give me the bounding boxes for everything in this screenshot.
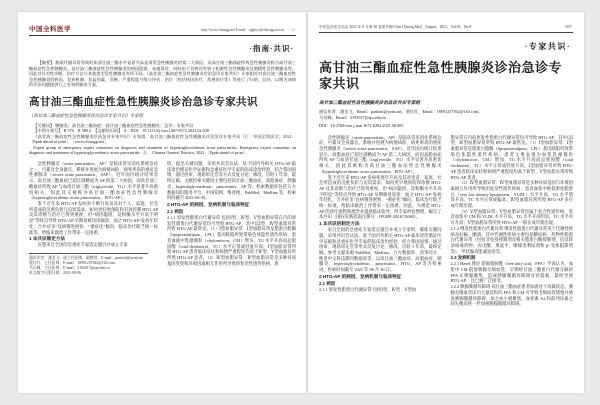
subsection-heading: 2.1 病因 xyxy=(167,208,184,214)
footnote-line: 本文数字出版日期：2021-08-06 xyxy=(29,270,81,275)
subsection-heading: 2.2 发病机制 xyxy=(450,255,476,261)
body-paragraph: 来自全国的急重症专家选定题目并成立专家组，凝炼关键问题，采用共识会议法，基于国内外相关 HTG-AP 临床诊治循证医学证据和急重症医学专家的临床诊治经验，结合我国国情，通过函审、现场审定会等形式反复讨论、修改，历时 1 年余，最终定稿。参考文献来源 PubMed、Medline、万方数据库、清华同方、维普中文科技期刊数据库等，以高甘油三酯血症、高脂血症、胰腺炎、hypertriglyceridemic、pancreatitis、HTG、AP 等为检索词，检索时间截至 2021 年 06 月 30 日。 xyxy=(319,227,442,273)
right-page-body xyxy=(319,135,573,307)
article-title: 高甘油三酯血症性急性胰腺炎诊治急诊专家共识 xyxy=(29,95,258,108)
article-title: 高甘油三酯血症性急性胰腺炎诊治急诊专家共识 xyxy=(319,60,563,91)
left-page-body xyxy=(29,161,296,276)
body-paragraph: 组，提出关键问题、采用共识会议法，基于国内外相关 HTG-AP 临床诊治循证医学证据和急重症医学专家的临床诊治经验，结合我国国情，通过函审、现场审定会等方式反复讨论、修改，历时 1 年余，最终定稿。文献检索关键词主要包括高甘油三酯血症、高脂血症、胰腺炎、hypertriglyceridemic、pancreatitis、AP 等，检索数据库包括万方数据知识服务平台、中国知网、维普网、PubMed、Medline 等，检索时间截至 2021-06-30。 xyxy=(167,161,296,201)
page-number: ·937· xyxy=(564,24,573,29)
body-paragraph: 鉴于近年来 HTG-AP 发病率不断升高及其对个人、家庭、社会所造成的沉重负担与迫切需求，如何更好地预防和有效控制 HTG-AP 及其诊断与治疗已得到重视，但“病因隐匿、淀粉酶水平升高不明显”等特点导致 HTG-AP 早期易被误诊漏诊，加之 HTG-AP“发病年轻化、合并症多”及病情进展快、“重症化”倾向，临床治疗缺乏统一标准等，给临床救治工作带来一定困难。 xyxy=(29,200,158,235)
body-paragraph: 鉴于近年来 HTG-AP 发病率逐年升高及其对患者、家庭、社会所造成的沉重负担与迫切需求，如何更早地预防和诊断 HTG-AP 及其诊断与治疗已得到重视，但“病因隐匿、淀粉酶水平升高不明显”等特点导致 HTG-AP 早期极易误诊，加之 HTG-AP“发病年轻化、合并症多”且病情进展快、“重症化”倾向，临床治疗缺乏统一标准，给临床救治工作带来一定困难。因此，为规范 HTG-AP 的诊疗流程和理念并提供临床指导，经专家经验整理，编写了本共识（国际实践指南注册号：IPGRP-2021CN080）。 xyxy=(319,174,442,220)
right-page-column-1 xyxy=(319,135,442,307)
classification-line: 【中图分类号】 R 576 R 589.2 【文献标识码】 A DOI：10.12114/j.issn.1007-9572.2021.02.028 xyxy=(33,128,209,134)
body-paragraph: 2.2.2 胰腺微循环障碍 高甘油三酯血症患者血液处于高凝状态，胰腺毛细血管床内大量沉积的 FFA 和 CM 可导致毛细血管堵塞并诱发胰腺微循环障碍，加之血小板聚集，血栓素 A2 和前列环素之间失衡而进一步加重胰腺微循环障碍。 xyxy=(450,284,573,307)
body-paragraph: 2.1.1 原发性脂蛋白代谢异常 包括Ⅰ型、Ⅳ型、Ⅴ型血 xyxy=(319,286,417,292)
journal-logo: 中国全科医学 xyxy=(29,26,71,33)
citation-en: Expert group of emergency expert consensus on diagnosis and treatment of hypertriglyceridemic acute pancreatitis. Emergency expert consensus on diagnosis and treatment of hypertriglyceridemic acute pancreatitis［J］. Chinese General Practice, 2021.［Epub ahead of print］. xyxy=(29,144,296,156)
citation-cn: 《高甘油三酯血症性急性胰腺炎诊治急诊专家共识》专家组．高甘油三酯血症性急性胰腺炎诊治急诊专家共识［J］．中国全科医学，2021．［Epub ahead of print］．［www.chinagp.net］ xyxy=(29,133,296,145)
correspondence-line: 通信作者：潘龙飞，Email：panlonf@yeah.net；裴红红，Email：18991237562@163.com； xyxy=(319,109,483,114)
page-number: · 1 · xyxy=(290,28,296,32)
left-page-header xyxy=(29,24,296,36)
footnote-line: 裴红红，主任医师；E-mail：18991237562@163.com xyxy=(29,260,115,265)
left-page-column-1 xyxy=(29,161,158,276)
author-group: 高甘油三酯血症性急性胰腺炎诊治急诊共识专家组 xyxy=(319,100,421,105)
body-paragraph: 2.2.1 Havel 理论 游离脂肪酸（free fatty acid，FFA）学说认为，血浆中 CM 阻塞胰腺毛细血管，早期经甘油三酯蛋白代谢分解的 FFA 在胰腺聚集，造成胰腺微循环障碍及钙超载，最终导致 HTG-AP，且已被广泛接受。 xyxy=(450,261,573,284)
doi-line: DOI：10.3760/cma.j.issn.1671-0282.2021.08.005 xyxy=(319,122,404,128)
section-heading: 1 本共识的制定方法 xyxy=(319,221,360,227)
footnote-block xyxy=(29,253,148,276)
right-page-column-2 xyxy=(451,135,574,307)
section-heading: 2 HTG-AP 的病因、发病机制与临床特征 xyxy=(319,273,402,279)
body-paragraph: 应邀来自全国的急重症专家选定题目并成立专家 xyxy=(37,242,128,248)
subsection-heading: 2.1 病因 xyxy=(319,280,336,286)
left-page-column-2 xyxy=(167,161,296,276)
body-paragraph: 急性胰腺炎（acute pancreatitis，AP）是临床常见消化系统急症，可累及全身器官、系统并进展为病情凶险、病死率高的重症急性胰腺炎（severe acute pancreatitis，SAP）。近年国内统计结果显示，高脂血症已超过酒精成为 AP 第二大病因，而因高脂血症所致 AP 与血清甘油三酯（triglyceride，TG）水平显著升高密切相关，因此其被称为高甘油三酯血症性急性胰腺炎（hypertriglyceridemic acute pancreatitis，HTG-AP）。 xyxy=(319,134,442,174)
section-heading: 1 本共识制定方法 xyxy=(29,236,65,242)
journal-info: 中华急诊医学杂志 2021 年 8 月第 30 卷第 8 期 Chin J Emerg Med，August，2021，Vol.30，No.8 xyxy=(319,25,472,29)
footnote-line: 马岳峰，主任医师；E-mail：2193017@zju.edu.cn xyxy=(29,265,110,270)
keywords-line: 【关键词】 胰腺炎；高甘油三酯血症；高甘油三酯血症性急性胰腺炎；急诊；专家共识 xyxy=(33,122,194,128)
body-paragraph: 脂异常在内的原发性脂蛋白代谢异常均可导致 HTG-AP，其中以Ⅰ型、Ⅳ型血脂异常所致 HTG-AP 最常见。（1）Ⅰ型血脂异常：Ⅰ型血脂异常是脂蛋白脂酶（lipoproteinlipase，LPL）基因缺陷所致常染色体隐性遗传疾病，患者主要表现为血浆乳糜微粒（chylomicron，CM）增加，TG 水平升高而总胆固醇（total cholesterol，TC）水平正常或轻度升高，Ⅰ型血脂异常所致 HTG-AP 患者临床症状和病情严重程度均高于Ⅳ型、Ⅴ型血脂异常所致 HTG-AP 患者。 xyxy=(450,134,573,180)
footnote-line: 通讯作者：潘龙飞，副主任医师，副教授；E-mail：panlonf@yeah.net xyxy=(29,255,144,260)
column-type-label: ·指南·共识· xyxy=(249,44,294,53)
body-paragraph: （2）Ⅳ型血脂异常：Ⅳ型血脂异常是多种异质基因与环境因素相互作用所导致的复杂性遗传疾病，患者血浆中极低密度脂蛋白（very low density lipoprotein，VLDL）水平升高、TG 水平明显升高、TC 水平正常或偏高；Ⅳ型血脂异常所致 HTG-AP 多在成年期出现。 xyxy=(450,180,573,209)
right-page-header xyxy=(319,24,573,33)
section-heading: 2 HTG-AP 的病因、发病机制与临床特征 xyxy=(167,201,250,207)
body-paragraph: （3）Ⅴ型血脂异常：Ⅴ型血脂异常也属于复合性遗传病，患者血浆中 CM 和 VLDL 水平升高，TG 水平升高明显，TC 水平亦可升高；Ⅴ型血脂异常所致 HTG-AP 一般在成年期出现。 xyxy=(450,208,573,226)
correspondence-line: 马岳峰，Email：2193017@zju.edu.cn xyxy=(319,114,386,120)
column-type-label: ·专家共识· xyxy=(524,42,571,51)
body-paragraph: 急性胰腺炎（acute pancreatitis，AP）是临床常见消化系统急症之一，可累及全身器官、系统并进展为病情凶险、病死率高的重症急性胰腺炎（severe acute pancreatitis，SAP）。近年国内统计结果显示，高甘油三酯血症已超过酒精成为 AP 的第二大病因，而高甘油三酯血症所致 AP 与血清甘油三酯（triglyceride，TG）水平显著升高密切相关，因此其又被称为高甘油三酯血症性急性胰腺炎（hypertriglyceridemic acute pancreatitis，HTG-AP）。 xyxy=(29,161,158,201)
author-group: 《高甘油三酯血症性急性胰腺炎诊治急诊专家共识》专家组 xyxy=(29,112,144,118)
journal-url: http://www.chinagp.net E-mail：zgqkyx@chinagp.net.cn xyxy=(201,28,284,32)
body-paragraph: 2.1.2 继发性脂蛋白代谢异常 继发性脂蛋白代谢异常见于代谢性疾病及妊娠、酗酒，其中代谢性疾病主要包括糖尿病、药物性脂蛋白代谢异常（包括非免疫抑制剂及相关脂蛋白酶抑制剂、抗反转录病毒药物、丙戊酸、奥氮平、噻嗪类利尿剂和 β- 受体阻滞剂等）、甲状腺功能减退症等。 xyxy=(450,225,573,254)
right-page xyxy=(308,12,584,393)
left-page xyxy=(18,12,306,393)
body-paragraph: 2.1.1 原发性脂蛋白代谢异常 包括Ⅰ型、Ⅳ型、Ⅴ型血脂异常在内的原发性脂蛋白代谢异常均可导致 HTG-AP，其中以Ⅰ型、Ⅳ型血脂异常所致 HTG-AP 最常见。（1）Ⅰ型血脂异常：Ⅰ型血脂异常是脂蛋白脂酶（lipoproteinlipase，LPL）基因缺陷所致常染色体隐性遗传疾病，患者血液中乳糜微粒（chylomicron，CM）增多、TG 水平升高而总胆固醇（total cholesterol，TC）水平正常或轻度升高；Ⅰ型血脂异常所致 HTG-AP 患者临床症状和病情严重程度均高于Ⅳ型、Ⅴ型血脂异常所致 HTG-AP 患者。（2）Ⅳ型血脂异常：Ⅳ型血脂异常是多种异质基因突变和环境因素相互作用所导致的复杂性遗传疾病，患 xyxy=(167,214,296,266)
abstract-text: 【摘要】 脂质代谢异常导致的血清甘油三酯水平显著升高是诱发急性胰腺炎的第二大原因，而高甘油三酯血症所致急性胰腺炎称为高甘油三酯血症性急性胰腺炎。高甘油三酯血症性急性胰腺炎的病因隐匿、易被误诊，同时由于其病因有别于胆源性急性胰腺炎及酒精性急性胰腺炎等，因此其针对性诊断、治疗方法与其他类型急性胰腺炎有所不同。《高甘油三酯血症性急性胰腺炎诊治急诊专家共识》专家组针对高甘油三酯血症性急性胰腺炎的病因、发病机制、危险因素、诊断、严重程度分级与评估、治疗（包括病因治疗、常规治疗等）等进行了归纳、总结，以期为该病的诊治问题提供行之有效的解决方案。 xyxy=(29,60,296,87)
